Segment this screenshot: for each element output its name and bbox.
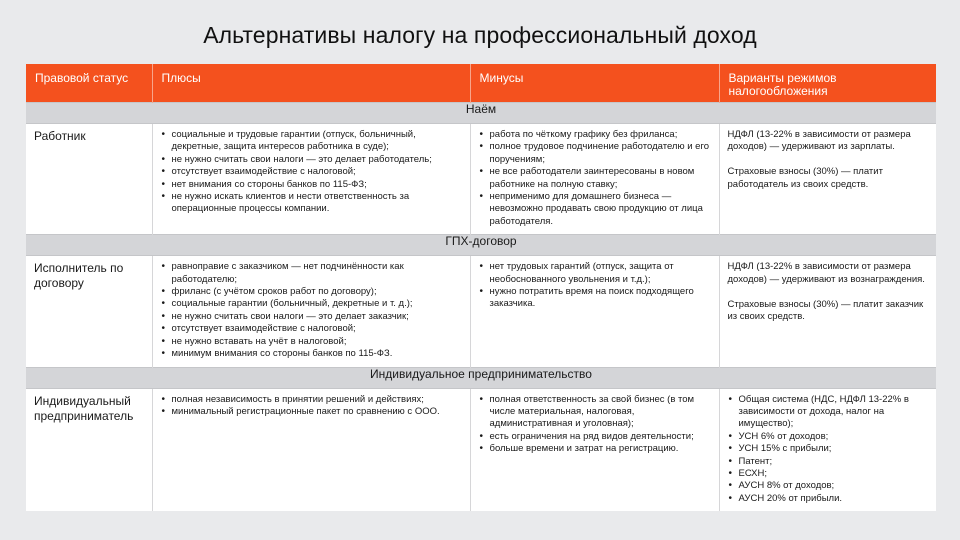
table-header-row	[26, 64, 936, 103]
header-legal-status: Правовой статус	[26, 64, 152, 103]
header-cons: Минусы	[470, 64, 719, 103]
list-item: • социальные гарантии (больничный, декретные и т. д.);	[161, 298, 462, 310]
section-title: ГПХ-договор	[26, 235, 936, 256]
list-item: • отсутствует взаимодействие с налоговой;	[161, 166, 462, 178]
list-item: • не все работодатели заинтересованы в новом работнике на полную ставку;	[479, 166, 711, 191]
list-item: • АУСН 20% от прибыли.	[728, 493, 929, 505]
list-item: • УСН 15% с прибыли;	[728, 443, 929, 455]
list-item: • Патент;	[728, 456, 929, 468]
list-item: • есть ограничения на ряд видов деятельности;	[479, 431, 711, 443]
list-item: • нет трудовых гарантий (отпуск, защита от необоснованного увольнения и т.д.);	[479, 261, 711, 286]
pros-cell	[152, 256, 470, 367]
table-row	[26, 388, 936, 511]
list-item: • полная ответственность за свой бизнес (в том числе материальная, налоговая, административная и уголовная);	[479, 394, 711, 431]
list-item: • нет внимания со стороны банков по 115-ФЗ;	[161, 179, 462, 191]
list-item: • не нужно считать свои налоги — это делает заказчик;	[161, 311, 462, 323]
legal-status-cell: Работник	[26, 124, 152, 235]
tax-mode-text: НДФЛ (13-22% в зависимости от размера доходов) — удерживают из зарплаты.	[727, 129, 911, 153]
list-item: • полная независимость в принятии решений и действиях;	[161, 394, 462, 406]
list-item: • работа по чёткому графику без фриланса;	[479, 129, 711, 141]
list-item: • ЕСХН;	[728, 468, 929, 480]
list-item: • нужно потратить время на поиск подходящего заказчика.	[479, 286, 711, 311]
tax-modes-cell	[719, 256, 936, 367]
legal-status-cell: Индивидуальный предприниматель	[26, 388, 152, 511]
tax-modes-cell	[719, 124, 936, 235]
legal-status-cell: Исполнитель по договору	[26, 256, 152, 367]
cons-cell	[470, 124, 719, 235]
cons-cell	[470, 388, 719, 511]
list-item: • УСН 6% от доходов;	[728, 431, 929, 443]
list-item: • АУСН 8% от доходов;	[728, 480, 929, 492]
tax-mode-text: Страховые взносы (30%) — платит заказчик из своих средств.	[727, 298, 924, 322]
list-item: • минимальный регистрационные пакет по сравнению с ООО.	[161, 406, 462, 418]
list-item: • не нужно считать свои налоги — это делает работодатель;	[161, 154, 462, 166]
section-row	[26, 235, 936, 256]
list-item: • минимум внимания со стороны банков по 115-ФЗ.	[161, 348, 462, 360]
list-item: • фриланс (с учётом сроков работ по договору);	[161, 286, 462, 298]
header-pros: Плюсы	[152, 64, 470, 103]
page-title: Альтернативы налогу на профессиональный доход	[203, 22, 757, 48]
pros-cell	[152, 124, 470, 235]
table-row	[26, 124, 936, 235]
list-item: • равноправие с заказчиком — нет подчинённости как работодателю;	[161, 261, 462, 286]
list-item: • полное трудовое подчинение работодателю и его поручениям;	[479, 141, 711, 166]
pros-cell	[152, 388, 470, 511]
list-item: • больше времени и затрат на регистрацию.	[479, 443, 711, 455]
tax-mode-text: Страховые взносы (30%) — платит работодатель из своих средств.	[727, 166, 883, 190]
list-item: • неприменимо для домашнего бизнеса — невозможно продавать свою продукцию от лица работодателя.	[479, 191, 711, 228]
tax-mode-text: НДФЛ (13-22% в зависимости от размера доходов) — удерживают из вознаграждения.	[727, 261, 925, 285]
comparison-table	[26, 64, 936, 511]
table-row	[26, 256, 936, 367]
header-tax-modes: Варианты режимов налогообложения	[719, 64, 936, 103]
section-row	[26, 103, 936, 124]
section-row	[26, 367, 936, 388]
list-item: • не нужно искать клиентов и нести ответственность за операционные процессы компании.	[161, 191, 462, 216]
list-item: • Общая система (НДС, НДФЛ 13-22% в зависимости от дохода, налог на имущество);	[728, 394, 929, 431]
section-title: Индивидуальное предпринимательство	[26, 367, 936, 388]
cons-cell	[470, 256, 719, 367]
list-item: • социальные и трудовые гарантии (отпуск, больничный, декретные, защита интересов работника в суде);	[161, 129, 462, 154]
list-item: • отсутствует взаимодействие с налоговой;	[161, 323, 462, 335]
list-item: • не нужно вставать на учёт в налоговой;	[161, 336, 462, 348]
section-title: Наём	[26, 103, 936, 124]
tax-modes-cell	[719, 388, 936, 511]
